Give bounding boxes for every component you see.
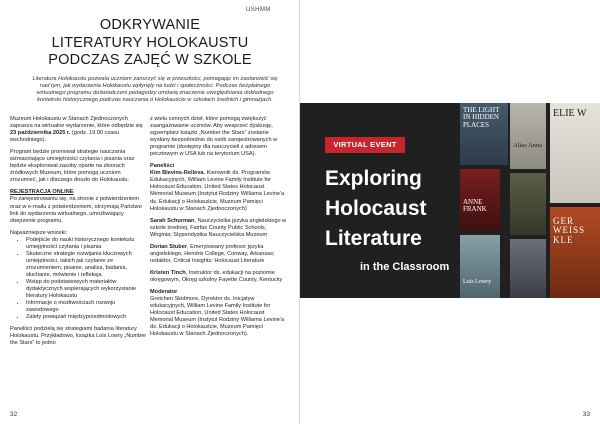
lead-paragraph: Literatura Holokaustu pozwala uczniom zanurzyć się w przeszłości, pomagając im zastanowić się nad tym, jak wydarzenia Holokaustu wpłynęły na ludzi i społeczności. Podczas bezpłatnego wirtualnego programu doświadczeni pedagodzy omówią znaczenie uwzględniania dokładnego kontekstu historycznego podczas nauczania o Holokauście w szkołach średnich i gimnazjach. — [32, 76, 278, 104]
panelist-desc: , Emerytowany profesor języka angielskiego, Hendrix College, Conway, Arkansas; redaktor, Critical Insights: Holocaust Literature — [150, 243, 275, 264]
page-number: 33 — [582, 411, 590, 418]
intro-text-end: (godz. 19.00 czasu wschodniego). — [10, 130, 120, 144]
panelist-desc: , Kierownik ds. Programów Edukacyjnych, William Levine Family Institute for Holocaust Education, United States Holocaust Memorial Museum (Instytut Rodziny Williama Levine'a ds. Edukacji o Holokauście, Muzeum Pamięci Holokaustu w Stanach Zjednoczonych) — [150, 170, 285, 212]
list-item: • Zalety powiązań międzyprzedmiotowych — [26, 314, 147, 321]
list-item: • Wstęp do podstawowych materiałów dydaktycznych wspierających wykorzystanie literatury Holokaustu — [26, 279, 147, 300]
running-head: USHMM — [246, 7, 271, 13]
banner-title-line: Holocaust — [325, 197, 427, 220]
panelist — [150, 244, 287, 265]
book-cover — [510, 173, 546, 235]
book-cover — [510, 239, 546, 298]
panelist-name: Kristen Tinch — [150, 269, 186, 276]
banner-subtitle: in the Classroom — [360, 261, 450, 273]
book-cover — [550, 207, 600, 298]
book-paragraph: z wielu cennych dzieł, które pomogą zwiększyć zaangażowanie uczniów. Aby wesprzeć dyskusję, egzemplarz książki „Number the Stars” zostanie wysłany bezpośrednio do osób zarejestrowanych w programie (dostępny dla nauczycieli z adresem pocztowym w USA lub na terytorium USA). — [150, 116, 278, 158]
book-cover — [460, 103, 508, 165]
text-column-left — [10, 116, 147, 352]
book-cover — [460, 169, 500, 231]
panelists-heading: Paneliści — [150, 163, 175, 170]
intro-text: Muzeum Holokaustu w Stanach Zjednoczonych zaprasza na wirtualne wydarzenie, które odbędzie się — [10, 116, 143, 130]
registration-paragraph: Po zarejestrowaniu się, na stronie z potwierdzeniem oraz w e-mailu z potwierdzeniem, otrzymają Państwo link do wydarzenia wirtualnego, umożliwiający obejrzenie programu. — [10, 196, 142, 224]
banner-title-line: Exploring — [325, 167, 422, 190]
panelist-name: Dorian Stuber — [150, 243, 187, 250]
panelist-name: Kim Blevins-Relleva — [150, 170, 204, 177]
virtual-event-tag: VIRTUAL EVENT — [325, 137, 405, 153]
closing-paragraph: Paneliści podzielą się strategiami badania literatury Holokaustu. Przykładowo, książka Lois Lowry „Number the Stars” to jedno — [10, 326, 147, 347]
book-cover-text: Alias Anna — [513, 142, 543, 149]
moderator-heading: Moderator — [150, 288, 178, 295]
panelist-name: Sarah Schurman — [150, 217, 195, 224]
event-date: 23 października 2025 r. — [10, 130, 71, 137]
moderator-text: Gretchen Skidmore, Dyrektor ds. Inicjatyw edukacyjnych, William Levine Family Institute for Holocaust Education, United States Holocaust Memorial Museum (Instytut Rodziny Williama Levine'a ds. Edukacji o Holokauście, Muzeum Pamięci Holokaustu w Stanach Zjednoczonych). — [150, 296, 285, 338]
panelist-desc: , Nauczycielka języka angielskiego w szkole średniej, Fairfax County Public Schools, Wirginia; Stypendystka Nauczycielska Muzeum — [150, 217, 287, 238]
list-item: • Skuteczne strategie rozwijania kluczowych umiejętności, takich jak czytanie ze zrozumieniem, pisanie, analiza, badania, słuchanie, mówienie i refleksja — [26, 251, 147, 279]
list-item: • Informacje o możliwościach rozwoju zawodowego — [26, 300, 147, 314]
book-cover-text: GER WEISS KLE — [553, 216, 585, 245]
panelist-desc: , Instruktor ds. edukacji na poziomie okręgowym, Okręg szkolny Fayette County, Kentucky — [150, 269, 283, 283]
title-line: ODKRYWANIE — [99, 17, 201, 33]
panelist — [150, 218, 287, 239]
panelist — [150, 270, 287, 284]
event-banner — [300, 103, 600, 298]
book-cover-text: THE LIGHT IN HIDDEN PLACES — [463, 106, 500, 129]
book-cover-text: Lois Lowry — [463, 279, 492, 285]
book-cover-text: ELIE W — [553, 108, 587, 119]
book-cover-text: ANNE FRANK — [463, 198, 487, 214]
registration-heading: REJESTRACJA ONLINE — [10, 189, 74, 196]
title-line: PODCZAS ZAJĘĆ W SZKOLE — [48, 52, 252, 68]
list-item: • Podejście do nauki historycznego kontekstu umiejętności czytania i pisania — [26, 237, 147, 251]
article-title — [30, 17, 270, 70]
book-cover — [510, 103, 546, 169]
page-number: 32 — [10, 411, 18, 418]
banner-title-line: Literature — [325, 227, 422, 250]
panelist — [150, 170, 287, 212]
book-cover — [550, 103, 600, 203]
takeaways-heading: Najważniejsze wnioski: — [10, 229, 68, 236]
title-line: LITERATURY HOLOKAUSTU — [51, 34, 249, 51]
takeaways-list — [10, 237, 147, 322]
right-page — [300, 0, 600, 424]
program-paragraph: Program będzie promował strategie nauczania wzmacniające umiejętności czytania i pisania oraz będzie eksplorował zasoby oparte na zbiorach źródłowych Muzeum, które pomogą uczniom zrozumieć, jak i dlaczego doszło do Holokaustu. — [10, 149, 135, 184]
intro-paragraph — [10, 116, 147, 144]
book-cover — [460, 235, 500, 298]
text-column-right — [150, 116, 287, 343]
